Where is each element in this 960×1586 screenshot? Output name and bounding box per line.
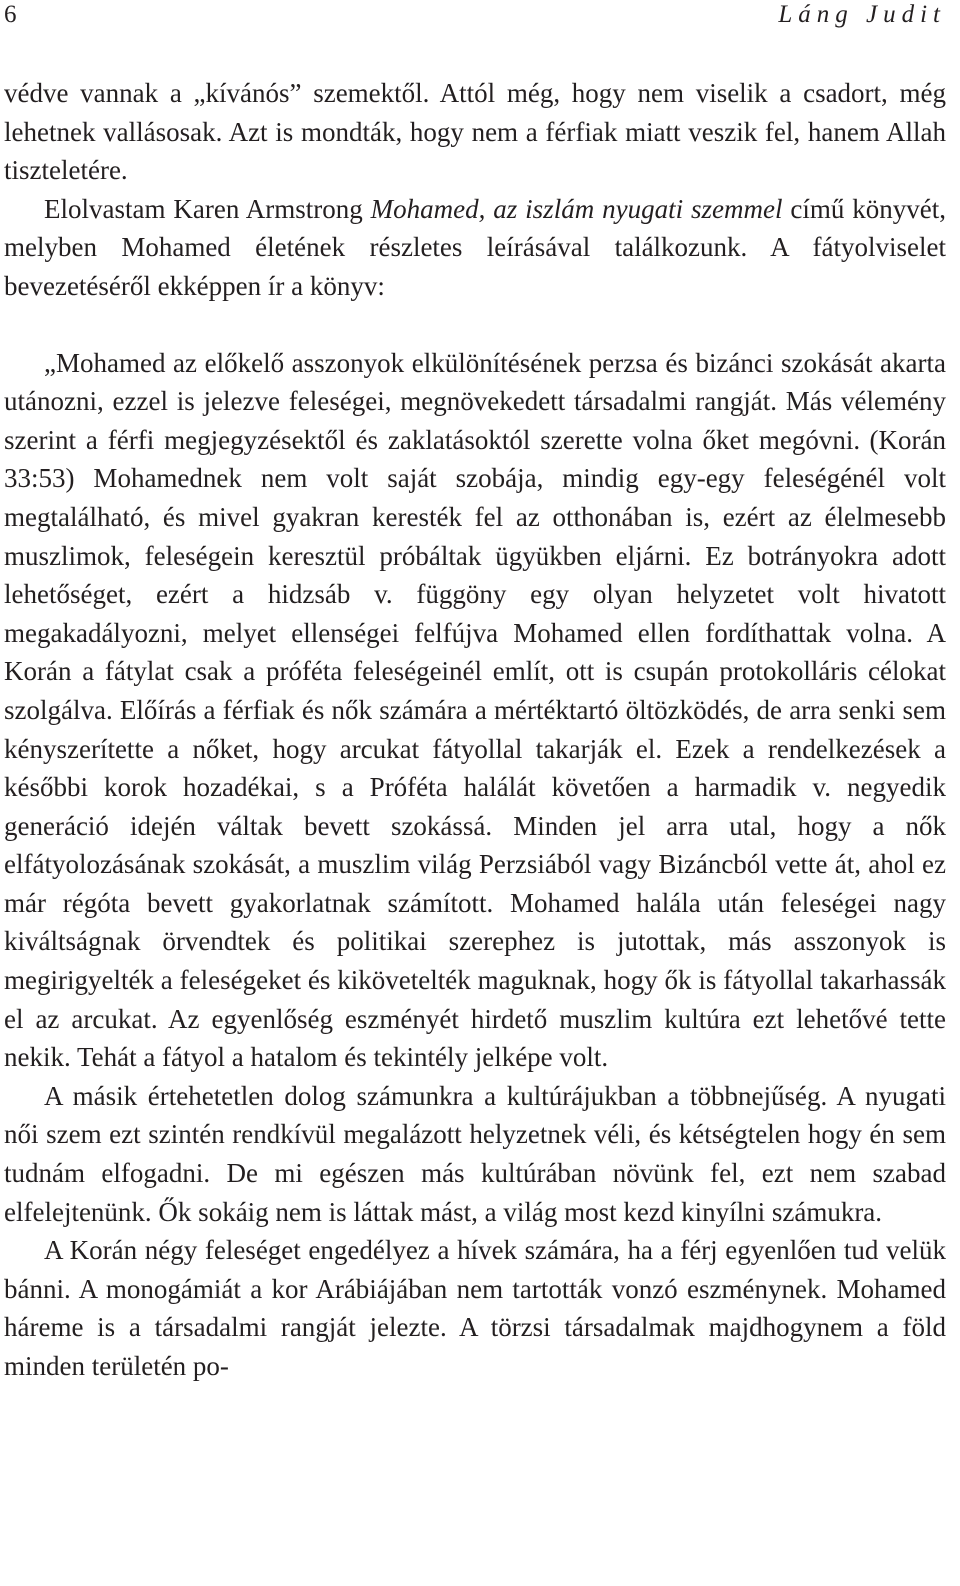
paragraph-2-after: című könyvét, melyben Mohamed életének részletes leírásával találkozunk. A fátyolviselet bevezetéséről ekképpen ír a könyv:	[4, 193, 946, 301]
quotation-paragraph	[4, 344, 946, 1077]
page-header	[0, 0, 946, 40]
running-head: Láng Judit	[778, 1, 946, 28]
quotation-text: „Mohamed az előkelő asszonyok elkülönítésének perzsa és bizánci szokását akarta utánozni, ezzel is jelezve feleségei, megnövekedett társadalmi rangját. Más vélemény szerint a férfi megjegyzésektől és zaklatásoktól szerette volna őket megóvni.	[4, 347, 946, 455]
paragraph-5: A Korán négy feleséget engedélyez a hívek számára, ha a férj egyenlően tud velük bánni. A monogámiát a kor Arábiájában nem tartották vonzó eszménynek. Mohamed háreme is a társadalmi rangját jelezte. A törzsi társadalmak majdhogynem a föld minden területén po-	[4, 1235, 946, 1381]
book-title: Mohamed, az iszlám nyugati szemmel	[370, 193, 783, 224]
paragraph-2	[4, 190, 946, 306]
quotation-continuation: (Korán 33:53) Mohamednek nem volt saját szobája, mindig egy-egy feleségénél volt megtalálható, és mivel gyakran keresték fel az otthonában is, ezért az élelmesebb muszlimok, feleségein keresztül próbáltak ügyükben eljárni. Ez botrányokra adott lehetőséget, ezért a hidzsáb v. függöny egy olyan helyzetet volt hivatott megakadályozni, melyet ellenségei felfújva Mohamed ellen fordíthattak volna. A Korán a fátylat csak a próféta feleségeinél említ, ott is csupán protokolláris célokat szolgálva. Előírás a férfiak és nők számára a mértéktartó öltözködés, de arra senki sem kényszerítette a nőket, hogy arcukat fátyollal takarják el. Ezek a rendelkezések a későbbi korok hozadékai, s a Próféta halálát követően a harmadik v. negyedik generáció idején váltak bevett szokássá. Minden jel arra utal, hogy a nők elfátyolozásának szokását, a muszlim világ Perzsiából vagy Bizáncból vette át, ahol ez már régóta bevett gyakorlatnak számított. Mohamed halála után feleségei nagy kiváltságnak örvendtek és politikai szerephez is jutottak, más asszonyok is megirigyelték a feleségeket és kikövetelték maguknak, hogy ők is fátyollal takarhassák el az arcukat. Az egyenlőség eszményét hirdető muszlim kultúra ezt lehetővé tette nekik. Tehát a fátyol a hatalom és tekintély jelképe volt.	[4, 424, 946, 1073]
paragraph-1: védve vannak a „kívánós” szemektől. Attól még, hogy nem viselik a csadort, még lehetnek vallásosak. Azt is mondták, hogy nem a férfiak miatt veszik fel, hanem Allah tiszteletére.	[4, 78, 946, 186]
body-text	[4, 74, 946, 1386]
paragraph-4: A másik értehetetlen dolog számunkra a kultúrájukban a többnejűség. A nyugati női szem ezt szintén rendkívül megalázott helyzetnek véli, és kétségtelen hogy én sem tudnám elfogadni. De mi egészen más kultúrában növünk fel, ezt nem szabad elfelejtenünk. Ők sokáig nem is láttak mást, a világ most kezd kinyílni számukra.	[4, 1080, 946, 1227]
page-number: 6	[4, 1, 17, 28]
paragraph-2-before: Elolvastam Karen Armstrong	[44, 193, 371, 224]
